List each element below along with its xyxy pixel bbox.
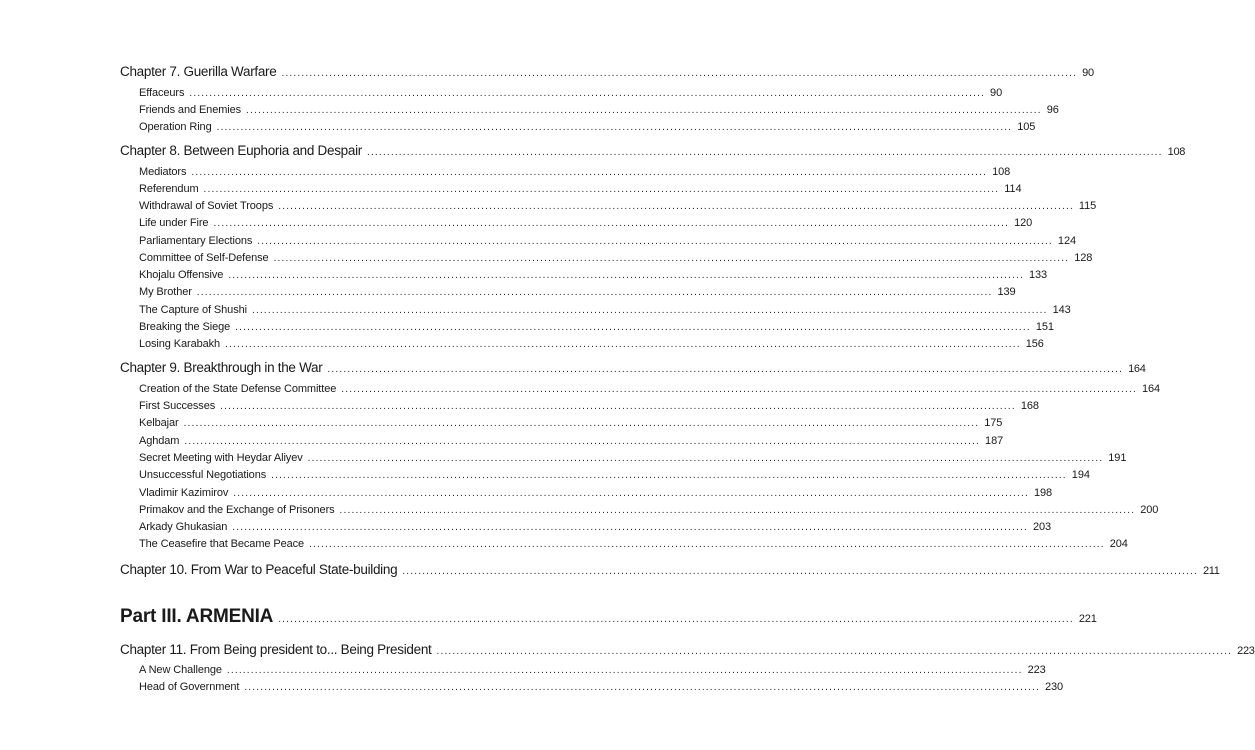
page-number: 198 [1033,487,1053,499]
section-title: Mediators [139,166,187,178]
page-number: 194 [1071,469,1090,481]
page-number: 164 [1141,383,1160,395]
section-entry[interactable] [139,681,1064,693]
page-number: 114 [1004,183,1022,195]
section-entry[interactable] [139,200,1097,212]
section-title: Primakov and the Exchange of Prisoners [139,504,335,516]
section-title: Kelbajar [139,417,179,429]
section-title: Parliamentary Elections [139,235,253,247]
section-entry[interactable] [139,304,1071,316]
section-entry[interactable] [139,338,1044,350]
page-number: 200 [1140,504,1159,516]
section-title: Breaking the Siege [139,321,231,333]
dot-leader: ........................................................................................................................................................................................................ [183,418,980,429]
section-title: Losing Karabakh [139,338,221,350]
section-title: Withdrawal of Soviet Troops [139,200,274,212]
page-number: 105 [1017,121,1036,133]
section-title: Unsuccessful Negotiations [139,469,267,481]
section-entry[interactable] [139,321,1054,333]
page-number: 120 [1014,217,1033,229]
section-entry[interactable] [139,504,1159,516]
section-title: The Capture of Shushi [139,304,247,316]
chapter-11-entry[interactable] [120,642,1255,657]
dot-leader: ........................................................................................................................................................................................................ [366,147,1163,158]
dot-leader: ........................................................................................................................................................................................................ [327,364,1124,375]
dot-leader: ........................................................................................................................................................................................................ [271,470,1067,481]
page-number: 139 [997,286,1016,298]
section-entry[interactable] [139,400,1039,412]
dot-leader: ........................................................................................................................................................................................................ [246,105,1042,116]
chapter-7-entry[interactable] [120,64,1094,79]
page-number: 164 [1128,363,1146,375]
dot-leader: ........................................................................................................................................................................................................ [216,122,1013,133]
dot-leader: ........................................................................................................................................................................................................ [341,384,1137,395]
dot-leader: ........................................................................................................................................................................................................ [278,201,1074,212]
page-number: 108 [1167,146,1186,158]
section-title: My Brother [139,286,192,298]
part-3-entry[interactable] [120,606,1097,628]
section-entry[interactable] [139,104,1059,116]
chapter-title: Chapter 8. Between Euphoria and Despair [120,143,362,158]
dot-leader: ........................................................................................................................................................................................................ [251,305,1048,316]
dot-leader: ........................................................................................................................................................................................................ [281,68,1078,79]
dot-leader: ........................................................................................................................................................................................................ [233,488,1029,499]
dot-leader: ........................................................................................................................................................................................................ [402,566,1198,577]
page-number: 175 [984,417,1003,429]
page-number: 223 [1027,664,1046,676]
section-entry[interactable] [139,538,1128,550]
section-entry[interactable] [139,217,1033,229]
section-title: Secret Meeting with Heydar Aliyev [139,452,303,464]
section-title: Life under Fire [139,217,209,229]
dot-leader: ........................................................................................................................................................................................................ [309,539,1105,550]
section-title: Friends and Enemies [139,104,242,116]
section-title: The Ceasefire that Became Peace [139,538,305,550]
page-number: 187 [985,435,1004,447]
chapter-9-entry[interactable] [120,360,1146,375]
dot-leader: ........................................................................................................................................................................................................ [220,401,1016,412]
section-entry[interactable] [139,664,1046,676]
page-number: 133 [1029,269,1048,281]
section-entry[interactable] [139,269,1048,281]
dot-leader: ........................................................................................................................................................................................................ [339,505,1136,516]
section-entry[interactable] [139,452,1127,464]
page-number: 211 [1202,565,1220,577]
section-entry[interactable] [139,252,1093,264]
dot-leader: ........................................................................................................................................................................................................ [203,184,1000,195]
dot-leader: ........................................................................................................................................................................................................ [196,287,993,298]
page-number: 203 [1032,521,1052,533]
dot-leader: ........................................................................................................................................................................................................ [213,218,1010,229]
section-title: Khojalu Offensive [139,269,224,281]
dot-leader: ........................................................................................................................................................................................................ [184,436,981,447]
section-title: Head of Government [139,681,240,693]
page-number: 204 [1109,538,1128,550]
page-number: 230 [1044,681,1064,693]
page-number: 108 [992,166,1011,178]
chapter-10-entry[interactable] [120,562,1220,577]
section-title: Operation Ring [139,121,212,133]
dot-leader: ........................................................................................................................................................................................................ [307,453,1104,464]
dot-leader: ........................................................................................................................................................................................................ [228,270,1024,281]
dot-leader: ........................................................................................................................................................................................................ [226,665,1023,676]
section-entry[interactable] [139,121,1036,133]
page-number: 191 [1108,452,1127,464]
page-number: 156 [1025,338,1044,350]
section-title: Referendum [139,183,199,195]
page-number: 223 [1237,645,1255,657]
page-number: 221 [1078,613,1097,625]
chapter-title: Chapter 9. Breakthrough in the War [120,360,323,375]
dot-leader: ........................................................................................................................................................................................................ [273,253,1070,264]
section-title: Aghdam [139,435,180,447]
dot-leader: ........................................................................................................................................................................................................ [191,167,988,178]
chapter-title: Chapter 10. From War to Peaceful State-building [120,562,398,577]
section-title: Effaceurs [139,87,185,99]
section-title: A New Challenge [139,664,222,676]
section-entry[interactable] [139,383,1160,395]
section-entry[interactable] [139,487,1053,499]
dot-leader: ........................................................................................................................................................................................................ [189,88,986,99]
section-title: Committee of Self-Defense [139,252,269,264]
section-entry[interactable] [139,417,1003,429]
page-number: 96 [1046,104,1059,116]
chapter-8-entry[interactable] [120,143,1186,158]
page-number: 124 [1057,235,1076,247]
section-entry[interactable] [139,235,1076,247]
section-entry[interactable] [139,435,1004,447]
section-entry[interactable] [139,286,1016,298]
section-entry[interactable] [139,166,1011,178]
section-entry[interactable] [139,521,1052,533]
page-number: 90 [990,87,1003,99]
page-number: 143 [1052,304,1071,316]
page-number: 168 [1020,400,1039,412]
section-title: First Successes [139,400,216,412]
section-title: Creation of the State Defense Committee [139,383,337,395]
chapter-title: Chapter 11. From Being president to... Being President [120,642,432,657]
page-number: 90 [1082,67,1094,79]
dot-leader: ........................................................................................................................................................................................................ [436,646,1233,657]
dot-leader: ........................................................................................................................................................................................................ [278,614,1074,625]
section-entry[interactable] [139,87,1003,99]
part-title: Part III. ARMENIA [120,606,274,627]
chapter-title: Chapter 7. Guerilla Warfare [120,64,277,79]
dot-leader: ........................................................................................................................................................................................................ [232,522,1028,533]
section-title: Vladimir Kazimirov [139,487,229,499]
page-number: 115 [1078,200,1097,212]
dot-leader: ........................................................................................................................................................................................................ [257,236,1053,247]
page-number: 151 [1035,321,1054,333]
section-entry[interactable] [139,469,1090,481]
dot-leader: ........................................................................................................................................................................................................ [225,339,1021,350]
page-number: 128 [1074,252,1093,264]
dot-leader: ........................................................................................................................................................................................................ [235,322,1031,333]
section-entry[interactable] [139,183,1022,195]
dot-leader: ........................................................................................................................................................................................................ [244,682,1040,693]
section-title: Arkady Ghukasian [139,521,228,533]
